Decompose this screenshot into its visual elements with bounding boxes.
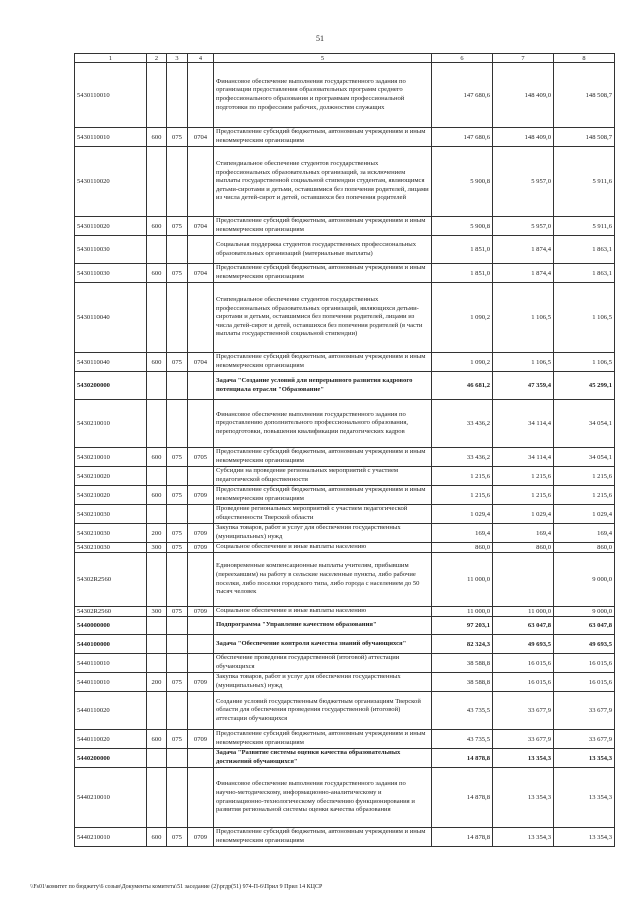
row-name: Задача "Обеспечение контроля качества знаний обучающихся" [214, 635, 432, 654]
row-value-7: 49 693,5 [493, 635, 554, 654]
column-header: 4 [188, 54, 214, 63]
budget-table [74, 53, 615, 847]
row-value-6: 1 215,6 [432, 467, 493, 486]
table-row [75, 63, 615, 128]
row-code: 5430110030 [75, 264, 147, 283]
table-row [75, 448, 615, 467]
row-code: 5440200000 [75, 749, 147, 768]
row-value-6: 97 203,1 [432, 617, 493, 635]
row-value-8: 5 911,6 [554, 217, 615, 236]
row-code: 5440110010 [75, 673, 147, 692]
row-code-4 [188, 372, 214, 400]
row-code-2: 600 [147, 217, 167, 236]
table-row [75, 617, 615, 635]
row-code-3: 075 [167, 486, 188, 505]
row-value-8: 13 354,3 [554, 768, 615, 828]
row-value-6: 147 680,6 [432, 128, 493, 147]
row-code-4 [188, 63, 214, 128]
table-row [75, 553, 615, 607]
row-name: Стипендиальное обеспечение студентов государственных профессиональных образовательных организаций, являющихся детьми-сиротами и детьми, оставшимися без попечения родителей, лицами из числа детей-сирот и детей, оставшихся без попечения родителей (в части выплаты государственной социальной стипендии) [214, 283, 432, 353]
row-value-6: 82 324,3 [432, 635, 493, 654]
row-name: Предоставление субсидий бюджетным, автономным учреждениям и иным некоммерческим организациям [214, 486, 432, 505]
column-header: 8 [554, 54, 615, 63]
column-header: 7 [493, 54, 554, 63]
row-code-3 [167, 768, 188, 828]
row-value-7: 1 215,6 [493, 467, 554, 486]
row-code: 5430210010 [75, 400, 147, 448]
row-code-3 [167, 63, 188, 128]
row-code-4 [188, 467, 214, 486]
table-row [75, 236, 615, 264]
row-code-4 [188, 283, 214, 353]
row-value-6: 14 878,8 [432, 768, 493, 828]
row-value-6: 14 878,8 [432, 828, 493, 847]
row-code-4: 0709 [188, 673, 214, 692]
row-code-4 [188, 635, 214, 654]
row-code-3: 075 [167, 353, 188, 372]
table-row [75, 486, 615, 505]
row-name: Предоставление субсидий бюджетным, автономным учреждениям и иным некоммерческим организациям [214, 353, 432, 372]
row-name: Предоставление субсидий бюджетным, автономным учреждениям и иным некоммерческим организациям [214, 264, 432, 283]
row-value-7: 34 114,4 [493, 400, 554, 448]
row-value-8: 33 677,9 [554, 730, 615, 749]
table-row [75, 749, 615, 768]
row-code: 5430110020 [75, 217, 147, 236]
row-name: Предоставление субсидий бюджетным, автономным учреждениям и иным некоммерческим организациям [214, 217, 432, 236]
table-row [75, 768, 615, 828]
row-value-8: 148 508,7 [554, 63, 615, 128]
row-value-8: 860,0 [554, 543, 615, 553]
row-code: 5440110010 [75, 654, 147, 673]
row-code-3 [167, 553, 188, 607]
row-code: 54302R2560 [75, 553, 147, 607]
row-value-8: 1 215,6 [554, 467, 615, 486]
table-row [75, 730, 615, 749]
row-code-3 [167, 400, 188, 448]
file-path-footer: \\Fs01\комитет по бюджету\6 созыв\Документы комитета\51 заседание (2)\ргдр(51) 974-П-6\Прил 9 Прил 14 КЦСР [30, 884, 323, 890]
row-code-3: 075 [167, 217, 188, 236]
row-name: Социальная поддержка студентов государственных профессиональных образовательных организаций (материальные выплаты) [214, 236, 432, 264]
row-code-3: 075 [167, 607, 188, 617]
table-row [75, 692, 615, 730]
table-row [75, 467, 615, 486]
table-row [75, 635, 615, 654]
row-value-8: 13 354,3 [554, 828, 615, 847]
table-row [75, 353, 615, 372]
row-code-3: 075 [167, 730, 188, 749]
row-value-6: 46 681,2 [432, 372, 493, 400]
row-value-8: 34 054,1 [554, 400, 615, 448]
row-code-2: 200 [147, 673, 167, 692]
row-name: Социальное обеспечение и иные выплаты населению [214, 543, 432, 553]
row-code-2 [147, 768, 167, 828]
row-code: 5430210030 [75, 543, 147, 553]
row-code: 5430210020 [75, 486, 147, 505]
row-value-7: 16 015,6 [493, 673, 554, 692]
row-name: Проведение региональных мероприятий с участием педагогической общественности Тверской области [214, 505, 432, 524]
row-name: Предоставление субсидий бюджетным, автономным учреждениям и иным некоммерческим организациям [214, 128, 432, 147]
row-code-4 [188, 768, 214, 828]
table-row [75, 128, 615, 147]
page-number: 51 [316, 34, 324, 43]
row-code-3: 075 [167, 264, 188, 283]
row-code-3: 075 [167, 673, 188, 692]
row-code-3 [167, 749, 188, 768]
row-code-2 [147, 283, 167, 353]
row-value-6: 38 588,8 [432, 673, 493, 692]
table-row [75, 400, 615, 448]
row-value-7: 11 000,0 [493, 607, 554, 617]
row-value-7: 13 354,3 [493, 768, 554, 828]
row-code-2 [147, 635, 167, 654]
row-name: Создание условий государственным бюджетным организациям Тверской области для обеспечения проведения государственной (итоговой) аттестации обучающихся [214, 692, 432, 730]
row-code-3 [167, 467, 188, 486]
row-code-2 [147, 654, 167, 673]
table-row [75, 543, 615, 553]
row-code-2: 600 [147, 448, 167, 467]
row-code-2: 600 [147, 128, 167, 147]
row-code-3: 075 [167, 828, 188, 847]
row-code-3 [167, 147, 188, 217]
column-header: 3 [167, 54, 188, 63]
row-code-2: 600 [147, 730, 167, 749]
row-value-8: 49 693,5 [554, 635, 615, 654]
row-value-7: 169,4 [493, 524, 554, 543]
row-value-7: 47 359,4 [493, 372, 554, 400]
row-code: 5430210020 [75, 467, 147, 486]
row-value-7: 34 114,4 [493, 448, 554, 467]
table-row [75, 607, 615, 617]
table-row [75, 505, 615, 524]
row-code: 5440110020 [75, 730, 147, 749]
row-name: Предоставление субсидий бюджетным, автономным учреждениям и иным некоммерческим организациям [214, 448, 432, 467]
row-code-2 [147, 692, 167, 730]
row-value-8: 13 354,3 [554, 749, 615, 768]
row-value-8: 1 215,6 [554, 486, 615, 505]
row-code-2: 600 [147, 353, 167, 372]
row-code-3 [167, 654, 188, 673]
row-value-7: 33 677,9 [493, 730, 554, 749]
row-name: Обеспечение проведения государственной (итоговой) аттестации обучающихся [214, 654, 432, 673]
row-value-8: 9 000,0 [554, 553, 615, 607]
row-code-4: 0709 [188, 730, 214, 749]
row-code-3 [167, 635, 188, 654]
row-name: Задача "Создание условий для непрерывного развития кадрового потенциала отрасли "Образование" [214, 372, 432, 400]
row-name: Предоставление субсидий бюджетным, автономным учреждениям и иным некоммерческим организациям [214, 828, 432, 847]
row-name: Подпрограмма "Управление качеством образования" [214, 617, 432, 635]
row-value-6: 169,4 [432, 524, 493, 543]
table-row [75, 673, 615, 692]
row-code: 5430110010 [75, 63, 147, 128]
row-value-7: 148 409,0 [493, 128, 554, 147]
row-code-4: 0709 [188, 543, 214, 553]
row-code-4: 0705 [188, 448, 214, 467]
row-value-8: 1 029,4 [554, 505, 615, 524]
row-value-7: 16 015,6 [493, 654, 554, 673]
row-value-8: 33 677,9 [554, 692, 615, 730]
row-value-7: 33 677,9 [493, 692, 554, 730]
table-row [75, 264, 615, 283]
row-code: 5440000000 [75, 617, 147, 635]
row-value-6: 147 680,6 [432, 63, 493, 128]
row-value-6: 43 735,5 [432, 730, 493, 749]
row-value-8: 1 106,5 [554, 283, 615, 353]
row-value-7: 148 409,0 [493, 63, 554, 128]
row-value-7: 5 957,0 [493, 147, 554, 217]
row-value-6: 38 588,8 [432, 654, 493, 673]
row-code-4 [188, 400, 214, 448]
row-code: 5430110040 [75, 353, 147, 372]
row-code: 5430210030 [75, 524, 147, 543]
row-code: 5430210010 [75, 448, 147, 467]
row-code: 54302R2560 [75, 607, 147, 617]
row-code-2 [147, 553, 167, 607]
row-code-4 [188, 147, 214, 217]
row-value-8: 1 863,1 [554, 264, 615, 283]
row-code-3 [167, 692, 188, 730]
row-value-6: 1 029,4 [432, 505, 493, 524]
row-value-8: 34 054,1 [554, 448, 615, 467]
row-code-3 [167, 372, 188, 400]
row-code-3: 075 [167, 543, 188, 553]
row-value-7: 1 874,4 [493, 264, 554, 283]
row-value-7: 1 215,6 [493, 486, 554, 505]
row-value-6: 1 215,6 [432, 486, 493, 505]
row-code-2: 600 [147, 264, 167, 283]
table-row [75, 828, 615, 847]
row-value-7: 1 106,5 [493, 283, 554, 353]
row-value-7: 860,0 [493, 543, 554, 553]
row-name: Предоставление субсидий бюджетным, автономным учреждениям и иным некоммерческим организациям [214, 730, 432, 749]
row-code-2: 600 [147, 828, 167, 847]
table-row [75, 524, 615, 543]
table-row [75, 372, 615, 400]
table-header-row [75, 54, 615, 63]
row-code-3 [167, 505, 188, 524]
row-name: Закупка товаров, работ и услуг для обеспечения государственных (муниципальных) нужд [214, 673, 432, 692]
row-value-8: 63 047,8 [554, 617, 615, 635]
row-code-4 [188, 236, 214, 264]
row-name: Субсидии на проведение региональных мероприятий с участием педагогической общественности [214, 467, 432, 486]
row-value-7 [493, 553, 554, 607]
row-code-4: 0709 [188, 828, 214, 847]
row-code: 5440210010 [75, 768, 147, 828]
row-value-6: 1 851,0 [432, 264, 493, 283]
row-code-2: 300 [147, 607, 167, 617]
row-code-4: 0704 [188, 128, 214, 147]
row-code-4: 0704 [188, 353, 214, 372]
row-code-2 [147, 467, 167, 486]
row-code-3: 075 [167, 128, 188, 147]
row-code-3: 075 [167, 448, 188, 467]
row-code: 5430110020 [75, 147, 147, 217]
row-code-4: 0709 [188, 486, 214, 505]
row-code: 5430110040 [75, 283, 147, 353]
row-code-2 [147, 400, 167, 448]
row-name: Финансовое обеспечение выполнения государственного задания по организации предоставления образовательных программ среднего профессионального образования и программам профессиональной подготовки по профессиям рабочих, должностям служащих [214, 63, 432, 128]
row-value-7: 13 354,3 [493, 828, 554, 847]
row-name: Стипендиальное обеспечение студентов государственных профессиональных образовательных организаций, за исключением выплаты государственной социальной стипендии студентам, являющимся детьми-сиротами и детьми, оставшимися без попечения родителей, лицами из числа детей-сирот и детей, оставшихся без попечения родителей [214, 147, 432, 217]
row-code-2: 200 [147, 524, 167, 543]
row-name: Финансовое обеспечение выполнения государственного задания по предоставлению дополнительного профессионального образования, переподготовки, повышения квалификации педагогических кадров [214, 400, 432, 448]
row-code-3: 075 [167, 524, 188, 543]
row-code-3 [167, 617, 188, 635]
row-value-6: 1 090,2 [432, 283, 493, 353]
row-value-6: 1 090,2 [432, 353, 493, 372]
row-name: Социальное обеспечение и иные выплаты населению [214, 607, 432, 617]
row-value-7: 1 029,4 [493, 505, 554, 524]
row-code-2 [147, 617, 167, 635]
row-code-4: 0704 [188, 217, 214, 236]
row-name: Единовременные компенсационные выплаты учителям, прибывшим (переехавшим) на работу в сельские населенные пункты, либо рабочие поселки, либо поселки городского типа, либо города с населением до 50 тысяч человек [214, 553, 432, 607]
row-value-7: 1 874,4 [493, 236, 554, 264]
row-name: Финансовое обеспечение выполнения государственного задания по научно-методическому, информационно-аналитическому и организационно-технологическому обеспечению функционирования и развития региональной системы оценки качества образования [214, 768, 432, 828]
row-code-4 [188, 505, 214, 524]
row-value-6: 14 878,8 [432, 749, 493, 768]
row-code: 5430110010 [75, 128, 147, 147]
row-code-4 [188, 654, 214, 673]
row-value-8: 169,4 [554, 524, 615, 543]
row-value-6: 5 900,8 [432, 147, 493, 217]
row-code-2: 600 [147, 486, 167, 505]
row-value-6: 860,0 [432, 543, 493, 553]
row-name: Задача "Развитие системы оценки качества образовательных достижений обучающихся" [214, 749, 432, 768]
row-value-8: 5 911,6 [554, 147, 615, 217]
row-code-4 [188, 617, 214, 635]
row-code: 5440100000 [75, 635, 147, 654]
row-value-8: 1 863,1 [554, 236, 615, 264]
row-value-8: 148 508,7 [554, 128, 615, 147]
row-value-8: 16 015,6 [554, 673, 615, 692]
row-code: 5430110030 [75, 236, 147, 264]
table-row [75, 147, 615, 217]
row-value-8: 1 106,5 [554, 353, 615, 372]
row-name: Закупка товаров, работ и услуг для обеспечения государственных (муниципальных) нужд [214, 524, 432, 543]
row-code-4 [188, 553, 214, 607]
row-code-2: 300 [147, 543, 167, 553]
row-value-6: 1 851,0 [432, 236, 493, 264]
row-value-7: 5 957,0 [493, 217, 554, 236]
row-code-4: 0709 [188, 524, 214, 543]
column-header: 1 [75, 54, 147, 63]
column-header: 5 [214, 54, 432, 63]
column-header: 2 [147, 54, 167, 63]
row-value-6: 5 900,8 [432, 217, 493, 236]
row-code-4: 0704 [188, 264, 214, 283]
row-code: 5440110020 [75, 692, 147, 730]
row-value-6: 11 000,0 [432, 607, 493, 617]
row-value-6: 33 436,2 [432, 400, 493, 448]
column-header: 6 [432, 54, 493, 63]
row-code-3 [167, 236, 188, 264]
table-row [75, 654, 615, 673]
row-code-4 [188, 749, 214, 768]
table-row [75, 217, 615, 236]
row-code-4: 0709 [188, 607, 214, 617]
row-code-2 [147, 749, 167, 768]
row-code: 5430210030 [75, 505, 147, 524]
row-code-4 [188, 692, 214, 730]
row-value-7: 1 106,5 [493, 353, 554, 372]
row-code-2 [147, 372, 167, 400]
row-value-8: 9 000,0 [554, 607, 615, 617]
row-code-2 [147, 505, 167, 524]
row-value-6: 43 735,5 [432, 692, 493, 730]
row-code: 5440210010 [75, 828, 147, 847]
row-value-6: 11 000,0 [432, 553, 493, 607]
row-code-2 [147, 147, 167, 217]
row-value-8: 16 015,6 [554, 654, 615, 673]
row-value-7: 63 047,8 [493, 617, 554, 635]
row-value-8: 45 299,1 [554, 372, 615, 400]
row-code-3 [167, 283, 188, 353]
row-code: 5430200000 [75, 372, 147, 400]
row-code-2 [147, 63, 167, 128]
row-value-7: 13 354,3 [493, 749, 554, 768]
table-row [75, 283, 615, 353]
row-code-2 [147, 236, 167, 264]
row-value-6: 33 436,2 [432, 448, 493, 467]
